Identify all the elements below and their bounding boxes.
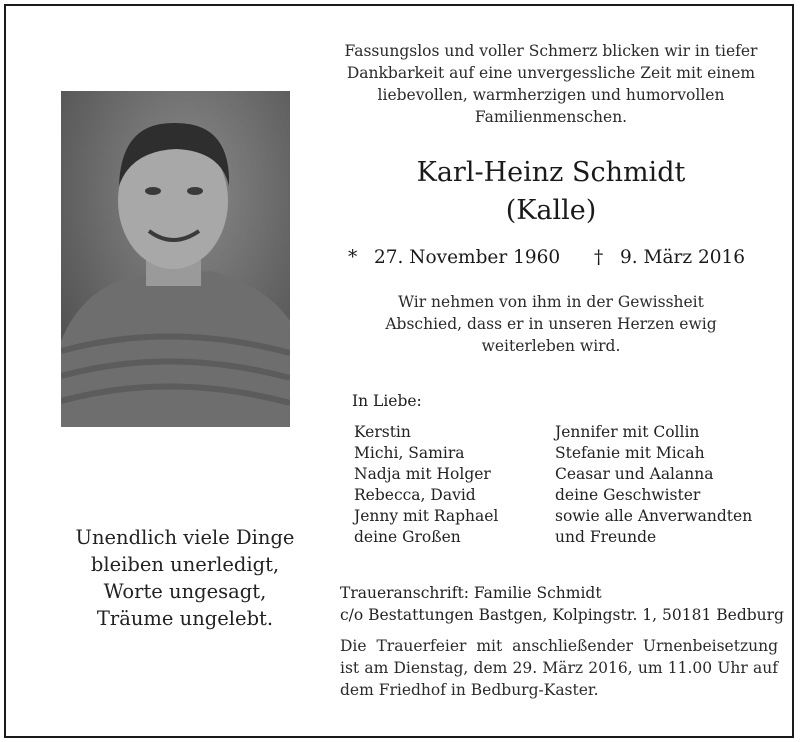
portrait-photo <box>61 91 290 427</box>
mourner-name: Jennifer mit Collin <box>555 423 700 441</box>
mourner-name: sowie alle Anverwandten <box>555 507 753 525</box>
death-date-line <box>594 245 745 271</box>
mourner-name: Rebecca, David <box>354 486 476 504</box>
mourner-name: deine Geschwister <box>555 486 701 504</box>
farewell-text <box>326 291 776 357</box>
address-line: c/o Bestattungen Bastgen, Kolpingstr. 1, 50181 Bedburg <box>340 606 784 624</box>
intro-line: Fassungslos und voller Schmerz blicken wir in tiefer <box>344 42 758 60</box>
intro-line: Familienmenschen. <box>474 108 628 126</box>
address-line: Traueranschrift: Familie Schmidt <box>340 584 602 602</box>
in-liebe-heading: In Liebe: <box>352 392 422 410</box>
intro-text <box>326 40 776 128</box>
birth-date-line <box>348 245 560 271</box>
deceased-name: Karl-Heinz Schmidt <box>416 157 686 188</box>
farewell-line: Wir nehmen von ihm in der Gewissheit <box>398 293 704 311</box>
mourning-address <box>340 582 784 626</box>
mourner-name: Kerstin <box>354 423 411 441</box>
death-cross-icon: † <box>594 247 604 268</box>
farewell-line: weiterleben wird. <box>481 337 621 355</box>
poem <box>40 524 330 632</box>
mourners-left-column <box>354 422 498 548</box>
mourners-right-column <box>555 422 752 548</box>
mourner-name: Ceasar und Aalanna <box>555 465 714 483</box>
birth-date: 27. November 1960 <box>374 247 561 268</box>
intro-line: Dankbarkeit auf eine unvergessliche Zeit mit einem <box>346 64 756 82</box>
death-date: 9. März 2016 <box>620 247 746 268</box>
poem-line: Träume ungelebt. <box>96 607 274 630</box>
mourner-name: Michi, Samira <box>354 444 465 462</box>
farewell-line: Abschied, dass er in unseren Herzen ewig <box>385 315 717 333</box>
mourner-name: Nadja mit Holger <box>354 465 491 483</box>
deceased-nickname: (Kalle) <box>505 195 597 226</box>
poem-line: Unendlich viele Dinge <box>75 526 295 549</box>
poem-line: bleiben unerledigt, <box>90 553 280 576</box>
birth-star-icon: * <box>348 247 358 268</box>
poem-line: Worte ungesagt, <box>103 580 267 603</box>
ceremony-info: Die Trauerfeier mit anschließender Urnenbeisetzung ist am Dienstag, dem 29. März 2016, um 11.00 Uhr auf dem Friedhof in Bedburg-Kaster. <box>340 637 778 699</box>
mourner-name: und Freunde <box>555 528 657 546</box>
mourner-name: Jenny mit Raphael <box>354 507 499 525</box>
intro-line: liebevollen, warmherzigen und humorvollen <box>377 86 725 104</box>
mourner-name: deine Großen <box>354 528 461 546</box>
mourner-name: Stefanie mit Micah <box>555 444 705 462</box>
